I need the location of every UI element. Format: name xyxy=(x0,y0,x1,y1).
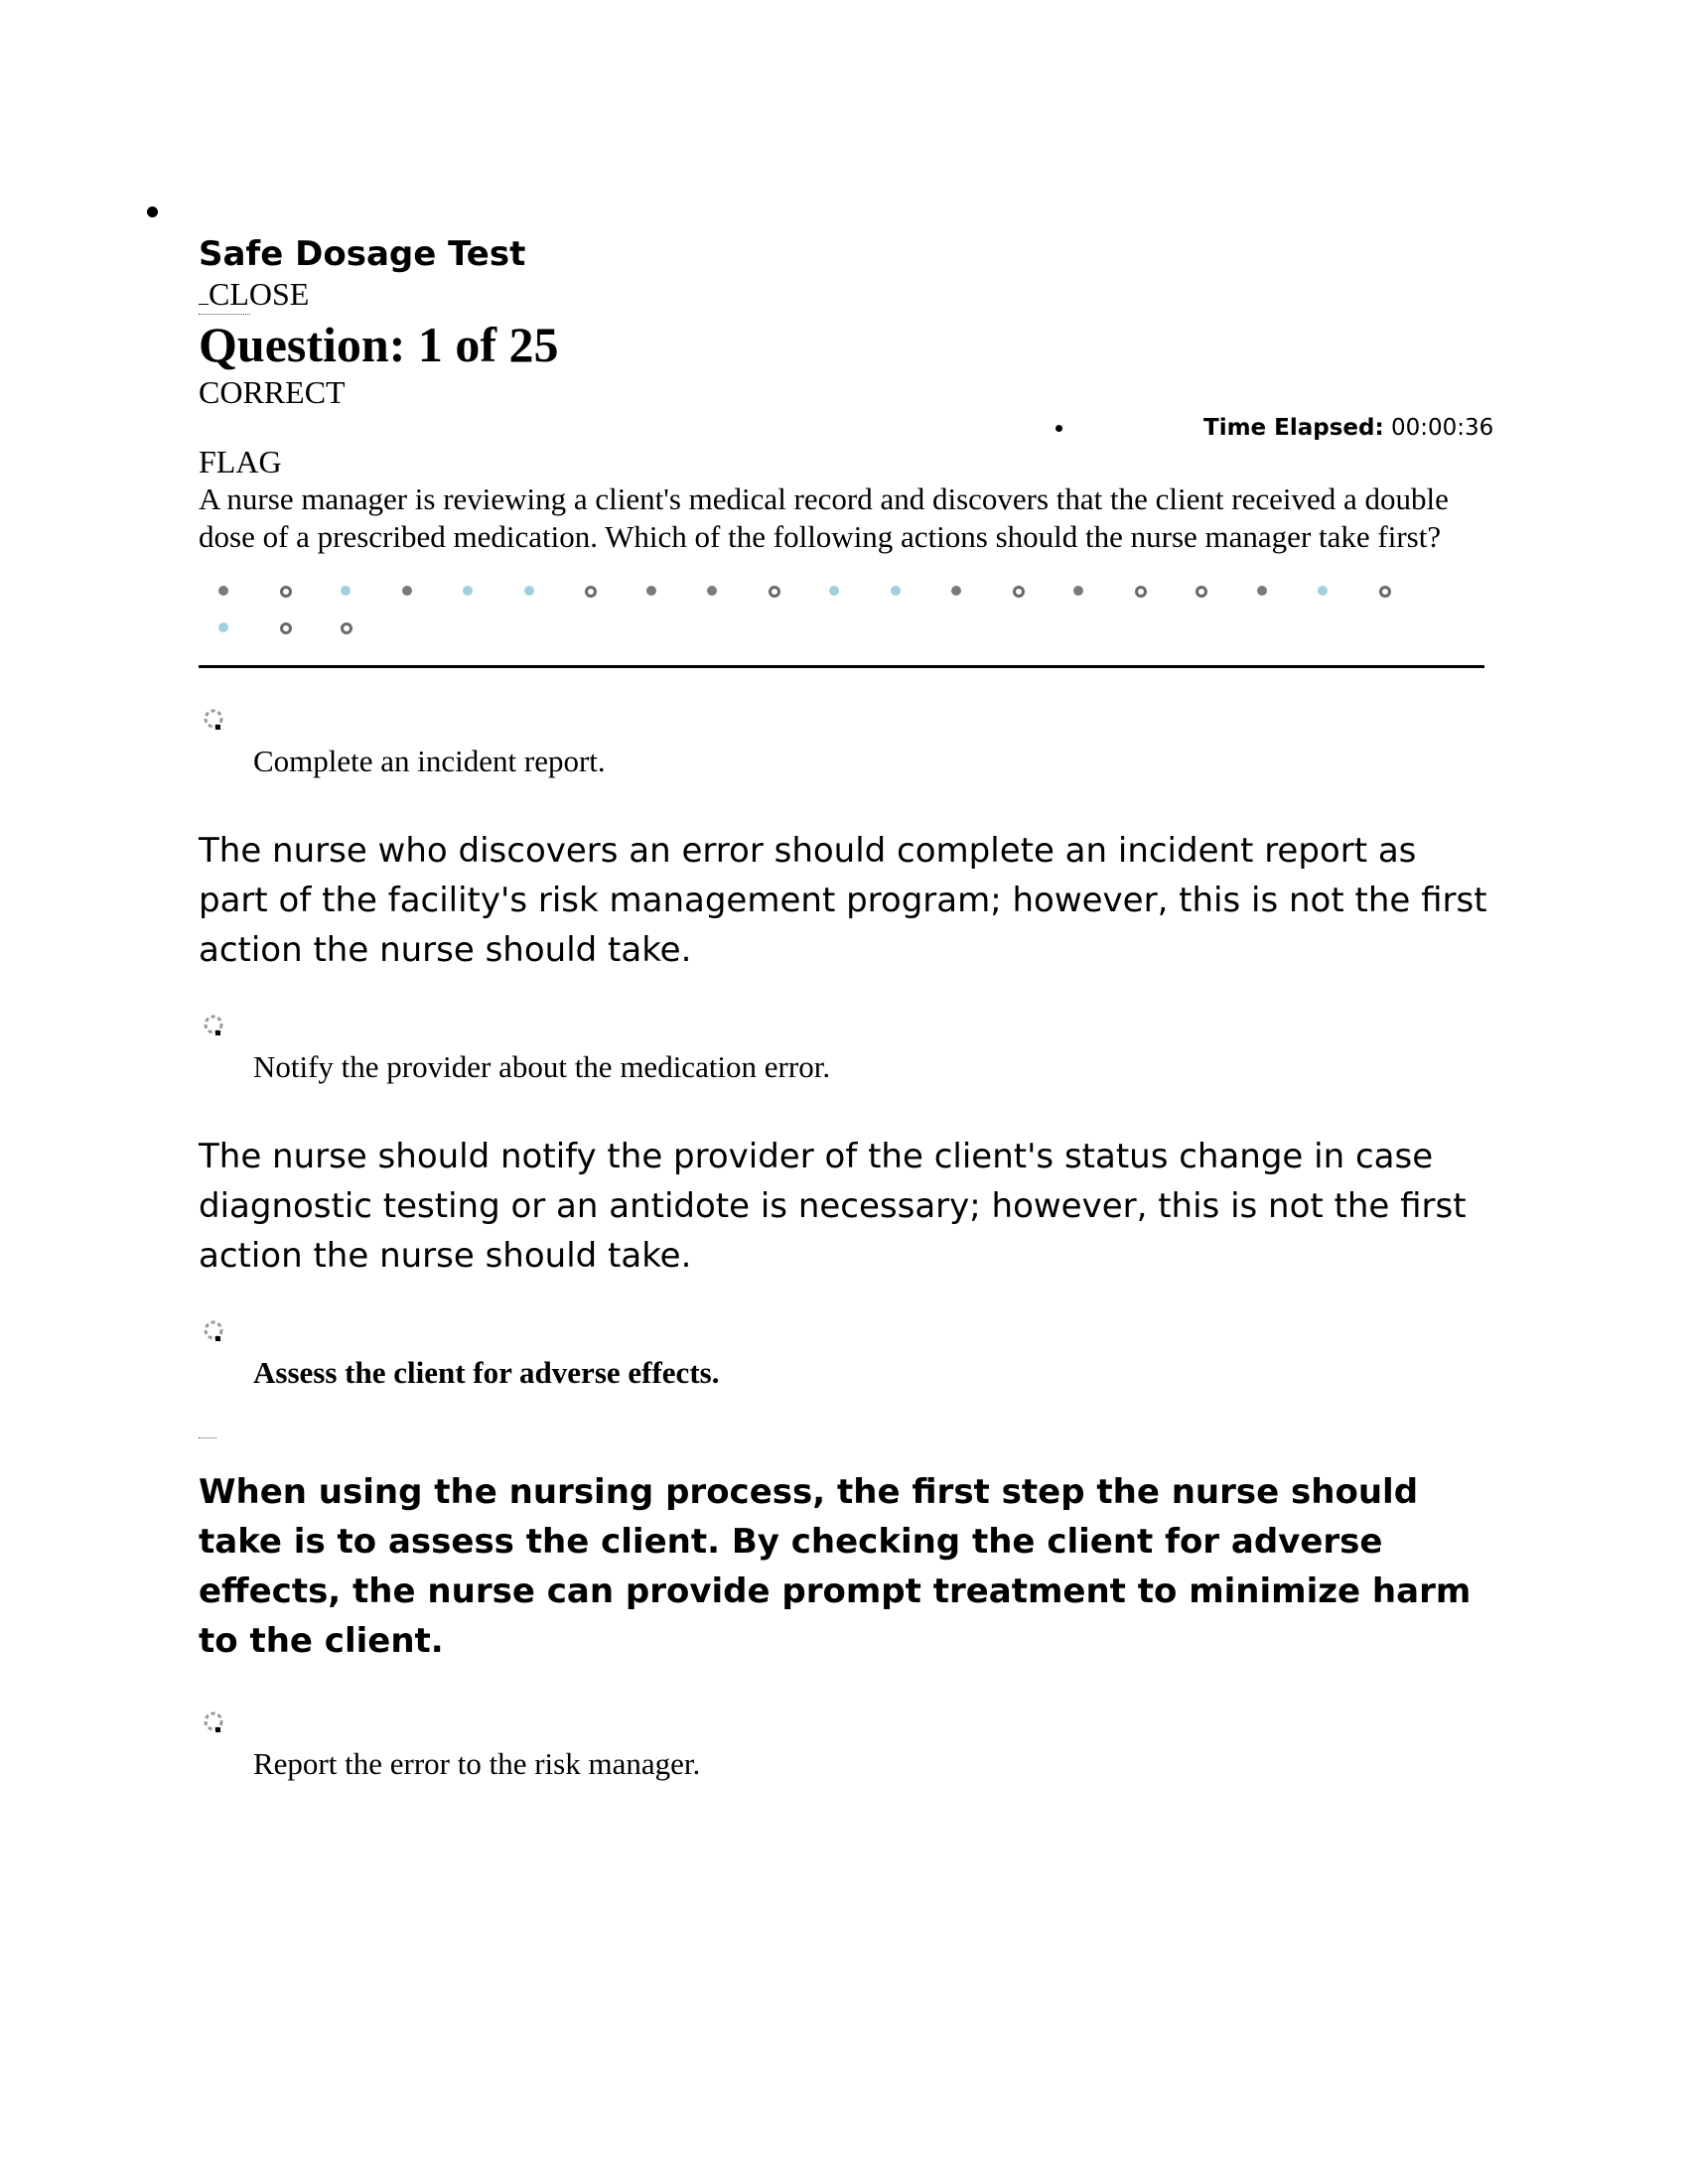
option-rationale: The nurse should notify the provider of the client's status change in case diagnostic testing or an antidote is necessary; however, this is not the first action the nurse should take. xyxy=(199,1137,1467,1276)
radio-spinner-icon[interactable] xyxy=(202,1013,225,1036)
close-underline xyxy=(199,278,209,305)
question-text: A nurse manager is reviewing a client's medical record and discovers that the client received a double dose of a prescribed medication. Which of the following actions should the nurse manager take first? xyxy=(199,481,1449,554)
question-nav-dot[interactable] xyxy=(646,586,656,596)
question-nav-dot[interactable] xyxy=(463,586,473,596)
question-nav-dot[interactable] xyxy=(524,586,534,596)
question-nav-dot[interactable] xyxy=(341,586,351,596)
question-nav-dot[interactable] xyxy=(1135,586,1147,598)
flag-button[interactable]: FLAG xyxy=(199,444,282,479)
test-title: Safe Dosage Test xyxy=(199,234,526,274)
option-label[interactable]: Complete an incident report. xyxy=(253,744,606,778)
question-nav-dot[interactable] xyxy=(280,586,292,598)
question-nav-dot[interactable] xyxy=(585,586,597,598)
question-nav-dot[interactable] xyxy=(707,586,717,596)
time-elapsed-label: Time Elapsed: xyxy=(1203,415,1384,441)
close-button[interactable] xyxy=(199,276,309,312)
option-rationale: The nurse who discovers an error should complete an incident report as part of the facility's risk management program; however, this is not the first action the nurse should take. xyxy=(199,831,1487,970)
question-nav-dot[interactable] xyxy=(891,586,901,596)
correct-marker xyxy=(199,1437,216,1440)
option-label-correct[interactable]: Assess the client for adverse effects. xyxy=(253,1355,720,1390)
time-elapsed-value: 00:00:36 xyxy=(1391,415,1494,441)
question-nav-dot[interactable] xyxy=(1196,586,1207,598)
question-nav-dot[interactable] xyxy=(218,622,228,632)
question-nav-dot[interactable] xyxy=(1379,586,1391,598)
question-nav-dot[interactable] xyxy=(1013,586,1025,598)
option-rationale-correct: When using the nursing process, the first step the nurse should take is to assess the client. By checking the client for adverse effects, the nurse can provide prompt treatment to minimize harm to the client. xyxy=(199,1472,1472,1661)
question-nav-dot[interactable] xyxy=(341,622,352,634)
question-number: Question: 1 of 25 xyxy=(199,317,559,372)
time-bullet xyxy=(1055,425,1062,432)
radio-spinner-icon[interactable] xyxy=(202,707,225,731)
radio-spinner-icon[interactable] xyxy=(202,1709,225,1733)
radio-spinner-icon[interactable] xyxy=(202,1318,225,1342)
question-nav-dot[interactable] xyxy=(951,586,961,596)
question-nav-dot[interactable] xyxy=(1318,586,1328,596)
divider xyxy=(199,665,1484,668)
option-label[interactable]: Notify the provider about the medication error. xyxy=(253,1049,831,1084)
option-label[interactable]: Report the error to the risk manager. xyxy=(253,1746,701,1781)
question-nav-dot[interactable] xyxy=(402,586,412,596)
question-nav-dot[interactable] xyxy=(280,622,292,634)
status-correct: CORRECT xyxy=(199,374,346,410)
question-nav-dot[interactable] xyxy=(218,586,228,596)
question-nav-dot[interactable] xyxy=(769,586,780,598)
time-elapsed xyxy=(1203,413,1493,443)
list-bullet xyxy=(147,206,158,217)
close-label: CLOSE xyxy=(209,276,310,312)
question-nav-dot[interactable] xyxy=(1257,586,1267,596)
question-nav-dot[interactable] xyxy=(1073,586,1083,596)
question-nav-dot[interactable] xyxy=(829,586,839,596)
